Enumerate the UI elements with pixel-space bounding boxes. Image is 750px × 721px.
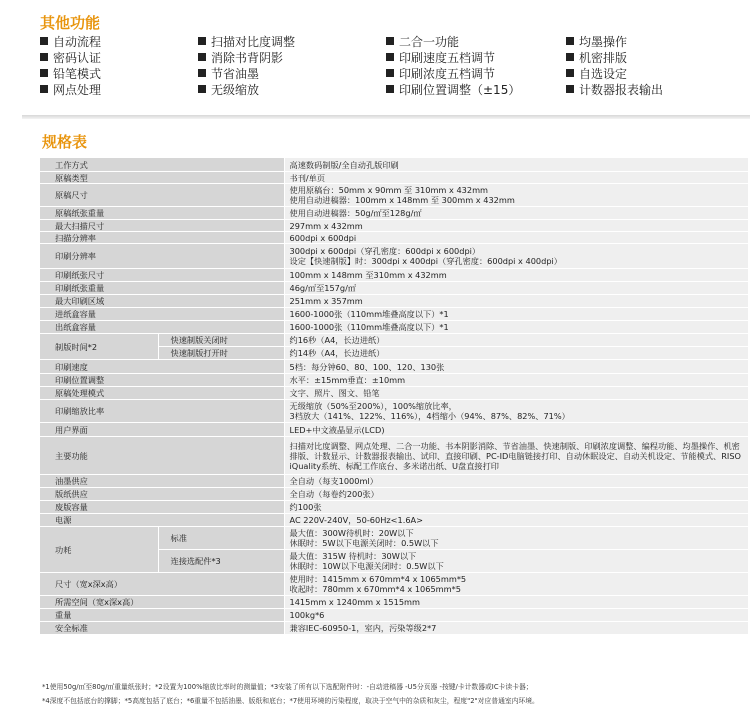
spec-label: 最大印刷区域 — [40, 295, 284, 308]
spec-label: 印刷分辨率 — [40, 244, 284, 269]
spec-value: 兼容IEC-60950-1，室内，污染等级2*7 — [284, 622, 748, 635]
spec-value: 全自动（每卷约200张） — [284, 488, 748, 501]
spec-table — [40, 158, 748, 635]
spec-value: 全自动（每支1000ml） — [284, 475, 748, 488]
spec-value: 1600-1000张（110mm堆叠高度以下）*1 — [284, 308, 748, 321]
spec-row — [40, 321, 748, 334]
spec-value: 使用时：1415mm x 670mm*4 x 1065mm*5 收起时：780mm x 670mm*4 x 1065mm*5 — [284, 573, 748, 596]
spec-row — [40, 232, 748, 244]
spec-value: 300dpi x 600dpi（穿孔密度：600dpi x 600dpi） 设定【快速制版】时：300dpi x 400dpi（穿孔密度：600dpi x 400dpi） — [284, 244, 748, 269]
feature-label: 机密排版 — [579, 51, 628, 65]
spec-row — [40, 308, 748, 321]
spec-label: 印刷缩放比率 — [40, 400, 284, 423]
feature-label: 计数器报表输出 — [579, 83, 664, 97]
spec-row — [40, 387, 748, 400]
square-bullet-icon — [386, 69, 394, 77]
spec-value: 1600-1000张（110mm堆叠高度以下）*1 — [284, 321, 748, 334]
spec-row — [40, 437, 748, 475]
feature-item — [198, 50, 383, 66]
spec-value: 1415mm x 1240mm x 1515mm — [284, 596, 748, 609]
spec-value: 无级缩放（50%至200%），100%缩放比率， 3档放大（141%、122%、116%），4档缩小（94%、87%、82%、71%） — [284, 400, 748, 423]
spec-label: 安全标准 — [40, 622, 284, 635]
feature-label: 扫描对比度调整 — [211, 35, 296, 49]
footnote-line: *1使用50g/㎡至80g/㎡重量纸张时；*2设置为100%缩放比率时的测量值；*3安装了所有以下选配附件时：-自动进稿器 -U5分页器 -按键/卡计数器或IC卡读卡器； — [42, 683, 533, 691]
square-bullet-icon — [198, 53, 206, 61]
spec-value: 使用原稿台：50mm x 90mm 至 310mm x 432mm 使用自动进稿器：100mm x 148mm 至 300mm x 432mm — [284, 184, 748, 207]
spec-row — [40, 282, 748, 295]
feature-label: 无级缩放 — [211, 83, 260, 97]
spec-row — [40, 207, 748, 220]
spec-value: 100mm x 148mm 至310mm x 432mm — [284, 269, 748, 282]
spec-row — [40, 220, 748, 232]
spec-label: 工作方式 — [40, 158, 284, 172]
specs-title: 规格表 — [42, 133, 88, 151]
square-bullet-icon — [198, 37, 206, 45]
spec-value: 46g/㎡至157g/㎡ — [284, 282, 748, 295]
spec-label: 印刷纸张重量 — [40, 282, 284, 295]
feature-label: 自动流程 — [53, 35, 102, 49]
spec-label: 油墨供应 — [40, 475, 284, 488]
spec-label: 重量 — [40, 609, 284, 622]
spec-label: 出纸盒容量 — [40, 321, 284, 334]
spec-sublabel: 快速制版打开时 — [158, 347, 284, 360]
spec-sublabel: 连接选配件*3 — [158, 550, 284, 573]
spec-value: 600dpi x 600dpi — [284, 232, 748, 244]
feature-label: 印刷位置调整（±15） — [399, 83, 521, 97]
square-bullet-icon — [40, 37, 48, 45]
spec-row — [40, 514, 748, 527]
spec-label: 用户界面 — [40, 423, 284, 437]
spec-row — [40, 622, 748, 635]
spec-row — [40, 184, 748, 207]
spec-row — [40, 269, 748, 282]
feature-column — [386, 34, 571, 98]
spec-value: 约16秒（A4，长边进纸） — [284, 334, 748, 347]
feature-label: 印刷速度五档调节 — [399, 51, 496, 65]
spec-label: 最大扫描尺寸 — [40, 220, 284, 232]
spec-label: 尺寸（宽x深x高） — [40, 573, 284, 596]
spec-row — [40, 334, 748, 347]
feature-label: 节省油墨 — [211, 67, 260, 81]
feature-label: 密码认证 — [53, 51, 102, 65]
square-bullet-icon — [40, 53, 48, 61]
spec-label: 原稿尺寸 — [40, 184, 284, 207]
spec-value: 书刊/单页 — [284, 172, 748, 184]
footnotes — [42, 680, 748, 708]
spec-row — [40, 423, 748, 437]
spec-value: 使用自动进稿器：50g/㎡至128g/㎡ — [284, 207, 748, 220]
spec-label: 版纸供应 — [40, 488, 284, 501]
spec-value: 100kg*6 — [284, 609, 748, 622]
spec-row — [40, 475, 748, 488]
spec-label: 原稿类型 — [40, 172, 284, 184]
feature-label: 均墨操作 — [579, 35, 628, 49]
spec-row — [40, 596, 748, 609]
square-bullet-icon — [386, 53, 394, 61]
spec-row — [40, 374, 748, 387]
spec-value: 扫描对比度调整、网点处理、二合一功能、书本阴影消除、节省油墨、快速制版、印刷浓度调整、编程功能、均墨操作、机密排版、计数显示、计数器报表输出、试印、直接印刷、PC-ID电脑链接打印、自动休眠设定、自动关机设定、节能模式、RISO iQuality系统、标配工作底台、多米诺出纸、U盘直接打印 — [284, 437, 748, 475]
square-bullet-icon — [198, 85, 206, 93]
spec-label: 所需空间（宽x深x高） — [40, 596, 284, 609]
spec-value: 约100张 — [284, 501, 748, 514]
spec-value: 297mm x 432mm — [284, 220, 748, 232]
feature-label: 二合一功能 — [399, 35, 460, 49]
spec-value: 5档：每分钟60、80、100、120、130张 — [284, 360, 748, 374]
feature-label: 消除书背阴影 — [211, 51, 284, 65]
spec-row — [40, 172, 748, 184]
spec-row — [40, 609, 748, 622]
spec-row — [40, 360, 748, 374]
footnote-line: *4深度不包括底台的撑脚；*5高度包括了底台；*6重量不包括油墨、版纸和底台；*7使用环境的污染程度，取决于空气中的杂质和灰尘，程度"2"对应普通室内环境。 — [42, 697, 539, 705]
feature-column — [198, 34, 383, 98]
spec-label: 主要功能 — [40, 437, 284, 475]
spec-value: 最大值：315W 待机时：30W以下 休眠时：10W以下电源关闭时：0.5W以下 — [284, 550, 748, 573]
spec-value: 最大值：300W待机时：20W以下 休眠时：5W以下电源关闭时：0.5W以下 — [284, 527, 748, 550]
spec-label: 原稿纸张重量 — [40, 207, 284, 220]
square-bullet-icon — [40, 85, 48, 93]
spec-row — [40, 244, 748, 269]
spec-row — [40, 400, 748, 423]
feature-item — [198, 82, 383, 98]
spec-row — [40, 488, 748, 501]
spec-label: 进纸盒容量 — [40, 308, 284, 321]
feature-column — [566, 34, 750, 98]
spec-value: 约14秒（A4，长边进纸） — [284, 347, 748, 360]
spec-value: 251mm x 357mm — [284, 295, 748, 308]
spec-value: AC 220V-240V，50-60Hz<1.6A> — [284, 514, 748, 527]
square-bullet-icon — [40, 69, 48, 77]
spec-value: LED+中文液晶显示(LCD) — [284, 423, 748, 437]
square-bullet-icon — [566, 85, 574, 93]
spec-label: 印刷纸张尺寸 — [40, 269, 284, 282]
feature-item — [386, 50, 571, 66]
feature-item — [198, 34, 383, 50]
spec-value: 高速数码制版/全自动孔版印刷 — [284, 158, 748, 172]
feature-item — [386, 66, 571, 82]
spec-row — [40, 295, 748, 308]
feature-item — [386, 34, 571, 50]
spec-label: 原稿处理模式 — [40, 387, 284, 400]
spec-sublabel: 标准 — [158, 527, 284, 550]
spec-value: 文字、照片、图文、铅笔 — [284, 387, 748, 400]
feature-item — [386, 82, 571, 98]
feature-label: 印刷浓度五档调节 — [399, 67, 496, 81]
square-bullet-icon — [566, 53, 574, 61]
feature-label: 网点处理 — [53, 83, 102, 97]
spec-label: 印刷位置调整 — [40, 374, 284, 387]
square-bullet-icon — [198, 69, 206, 77]
other-functions-title: 其他功能 — [40, 14, 101, 32]
spec-label: 制版时间*2 — [40, 334, 158, 360]
square-bullet-icon — [386, 85, 394, 93]
square-bullet-icon — [386, 37, 394, 45]
feature-item — [566, 66, 750, 82]
section-divider — [22, 115, 750, 119]
square-bullet-icon — [566, 69, 574, 77]
feature-item — [198, 66, 383, 82]
feature-label: 自选设定 — [579, 67, 628, 81]
spec-label: 电源 — [40, 514, 284, 527]
spec-label: 废版容量 — [40, 501, 284, 514]
spec-row — [40, 573, 748, 596]
feature-item — [566, 50, 750, 66]
feature-item — [566, 82, 750, 98]
feature-item — [566, 34, 750, 50]
spec-label: 功耗 — [40, 527, 158, 573]
square-bullet-icon — [566, 37, 574, 45]
spec-row — [40, 158, 748, 172]
spec-row — [40, 527, 748, 550]
spec-row — [40, 501, 748, 514]
spec-label: 印刷速度 — [40, 360, 284, 374]
spec-label: 扫描分辨率 — [40, 232, 284, 244]
spec-sublabel: 快速制版关闭时 — [158, 334, 284, 347]
feature-label: 铅笔模式 — [53, 67, 102, 81]
spec-value: 水平：±15mm垂直：±10mm — [284, 374, 748, 387]
